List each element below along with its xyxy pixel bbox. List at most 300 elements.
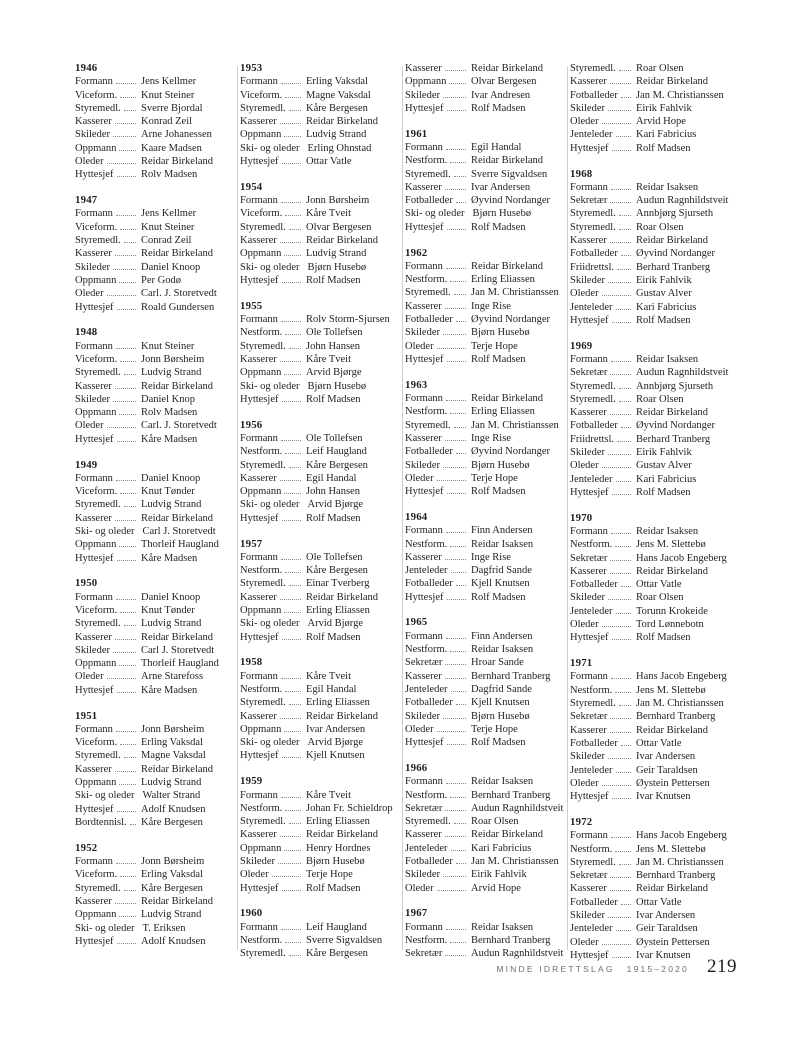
- role-label: Formann: [75, 76, 113, 88]
- official-entry-row: [240, 868, 398, 881]
- dotted-leader: [447, 109, 467, 111]
- role-cell: [570, 287, 636, 300]
- person-name: Roar Olsen: [636, 393, 684, 405]
- dotted-leader: [284, 849, 301, 851]
- role-label: Sekretær: [570, 195, 608, 207]
- dotted-leader: [284, 135, 301, 137]
- role-label: Kasserer: [405, 551, 442, 563]
- role-cell: [570, 380, 636, 393]
- official-entry-row: [240, 723, 398, 736]
- person-name: Erling Eliassen: [306, 816, 370, 828]
- role-cell: [75, 684, 141, 697]
- official-entry-row: [240, 577, 398, 590]
- dotted-leader: [284, 492, 301, 494]
- dotted-leader: [120, 875, 136, 877]
- role-cell: [405, 564, 471, 577]
- dotted-leader: [285, 333, 301, 335]
- person-name: Bjørn Husebø: [471, 710, 530, 722]
- official-entry-row: [75, 855, 233, 868]
- person-name: Terje Hope: [306, 869, 353, 881]
- role-label: Styremedl.: [240, 221, 286, 233]
- role-label: Kasserer: [75, 512, 112, 524]
- official-entry-row: [405, 353, 563, 366]
- year-heading: 1948: [75, 326, 98, 339]
- dotted-leader: [285, 96, 301, 98]
- person-name: Bjørn Husebø: [307, 261, 367, 273]
- person-name: Kåre Bergesen: [141, 882, 203, 894]
- role-label: Viceform.: [75, 486, 118, 498]
- official-entry-row: [240, 445, 398, 458]
- official-entry-row: [75, 155, 233, 168]
- dotted-leader: [115, 770, 136, 772]
- person-name: Annbjørg Sjurseth: [636, 380, 714, 392]
- official-entry-row: [405, 445, 563, 458]
- role-cell: [75, 366, 141, 379]
- person-name: Reidar Birkeland: [141, 512, 214, 524]
- official-entry-row: [405, 882, 563, 895]
- dotted-leader: [602, 294, 631, 296]
- role-cell: [240, 393, 306, 406]
- role-cell: [570, 181, 636, 194]
- dotted-leader: [612, 797, 632, 799]
- dotted-leader: [124, 889, 136, 891]
- dotted-leader: [456, 320, 466, 322]
- dotted-leader: [616, 771, 631, 773]
- dotted-leader: [608, 281, 631, 283]
- role-cell: [240, 710, 306, 723]
- person-name: Inge Rise: [471, 432, 511, 444]
- official-entry-row: [75, 142, 233, 155]
- role-label: Styremedl.: [75, 499, 121, 511]
- official-entry-row: [405, 102, 563, 115]
- dotted-leader: [450, 650, 466, 652]
- role-label: Nestform.: [405, 406, 448, 418]
- role-cell: [405, 353, 471, 366]
- year-block: [240, 419, 398, 525]
- person-name: Daniel Knoop: [141, 472, 201, 484]
- official-entry-row: [405, 405, 563, 418]
- official-entry-row: [570, 459, 728, 472]
- person-name: Tord Lønnebotn: [636, 619, 704, 631]
- role-label: Jenteleder: [570, 129, 613, 141]
- year-heading: 1952: [75, 841, 98, 854]
- year-block: [240, 907, 398, 960]
- person-name: Ivar Andersen: [636, 910, 696, 922]
- year-heading: 1970: [570, 511, 593, 524]
- dotted-leader: [284, 730, 301, 732]
- role-cell: [240, 498, 308, 511]
- dotted-leader: [115, 902, 136, 904]
- person-name: Kjell Knutsen: [471, 697, 530, 709]
- official-entry-row: [240, 207, 398, 220]
- role-label: Viceform.: [75, 221, 118, 233]
- role-label: Oleder: [240, 869, 269, 881]
- role-label: Formann: [405, 260, 443, 272]
- role-label: Formann: [75, 723, 113, 735]
- dotted-leader: [289, 954, 301, 956]
- role-cell: [240, 102, 306, 115]
- official-entry-row: [75, 221, 233, 234]
- person-name: Ottar Vatle: [636, 896, 682, 908]
- role-label: Styremedl.: [75, 882, 121, 894]
- dotted-leader: [611, 360, 631, 362]
- official-entry-row: [405, 842, 563, 855]
- role-cell: [405, 643, 471, 656]
- official-entry-row: [75, 512, 233, 525]
- dotted-leader: [117, 440, 137, 442]
- role-label: Styremedl.: [570, 380, 616, 392]
- role-cell: [405, 62, 471, 75]
- person-name: Jonn Børsheim: [141, 723, 205, 735]
- role-label: Bordtennisl.: [75, 816, 127, 828]
- role-label: Nestform.: [240, 446, 283, 458]
- dotted-leader: [116, 862, 136, 864]
- person-name: Knut Tønder: [141, 604, 195, 616]
- official-entry-row: [405, 630, 563, 643]
- year-heading: 1965: [405, 616, 428, 629]
- official-entry-row: [240, 934, 398, 947]
- role-label: Kasserer: [240, 116, 277, 128]
- role-label: Fotballeder: [570, 248, 618, 260]
- official-entry-row: [405, 828, 563, 841]
- official-entry-row: [240, 274, 398, 287]
- person-name: Reidar Birkeland: [141, 248, 214, 260]
- person-name: Rolf Madsen: [306, 274, 361, 286]
- dotted-leader: [449, 82, 466, 84]
- official-entry-row: [240, 591, 398, 604]
- role-cell: [75, 393, 141, 406]
- dotted-leader: [115, 122, 136, 124]
- role-cell: [75, 789, 143, 802]
- dotted-leader: [281, 82, 301, 84]
- dotted-leader: [447, 360, 467, 362]
- official-entry-row: [570, 142, 728, 155]
- role-cell: [405, 141, 471, 154]
- dotted-leader: [621, 426, 631, 428]
- official-entry-row: [240, 882, 398, 895]
- dotted-leader: [285, 214, 301, 216]
- official-entry-row: [240, 459, 398, 472]
- official-entry-row: [570, 314, 728, 327]
- official-entry-row: [75, 406, 233, 419]
- role-label: Nestform.: [240, 327, 283, 339]
- role-cell: [75, 736, 141, 749]
- year-block: [240, 62, 398, 168]
- dotted-leader: [610, 717, 631, 719]
- role-label: Formann: [570, 830, 608, 842]
- role-cell: [405, 775, 471, 788]
- year-heading: 1960: [240, 907, 263, 920]
- role-cell: [75, 803, 141, 816]
- role-cell: [240, 947, 306, 960]
- year-heading: 1959: [240, 775, 263, 788]
- dotted-leader: [454, 293, 466, 295]
- role-cell: [240, 868, 306, 881]
- role-label: Oleder: [405, 340, 434, 352]
- role-cell: [75, 472, 141, 485]
- role-label: Fotballeder: [570, 89, 618, 101]
- role-label: Friidrettsl.: [570, 433, 615, 445]
- year-heading: 1947: [75, 194, 98, 207]
- role-label: Skileder: [75, 393, 110, 405]
- person-name: Rolf Madsen: [636, 632, 691, 644]
- role-cell: [240, 631, 306, 644]
- official-entry-row: [75, 723, 233, 736]
- dotted-leader: [116, 82, 136, 84]
- person-name: Jens M. Slettebø: [636, 843, 706, 855]
- role-cell: [570, 750, 636, 763]
- role-cell: [240, 802, 306, 815]
- person-name: Kåre Bergesen: [306, 102, 368, 114]
- role-label: Hyttesjef: [570, 314, 609, 326]
- dotted-leader: [610, 889, 631, 891]
- role-cell: [75, 498, 141, 511]
- person-name: Daniel Knop: [141, 393, 195, 405]
- person-name: Jonn Børsheim: [306, 195, 370, 207]
- role-label: Kasserer: [240, 235, 277, 247]
- role-cell: [405, 551, 471, 564]
- role-label: Skileder: [570, 274, 605, 286]
- role-cell: [405, 326, 471, 339]
- official-entry-row: [405, 683, 563, 696]
- dotted-leader: [610, 373, 631, 375]
- official-entry-row: [75, 749, 233, 762]
- person-name: Inge Rise: [471, 551, 511, 563]
- official-entry-row: [570, 393, 728, 406]
- official-entry-row: [75, 287, 233, 300]
- official-entry-row: [405, 313, 563, 326]
- role-label: Nestform.: [405, 789, 448, 801]
- role-label: Viceform.: [240, 208, 283, 220]
- role-label: Kasserer: [570, 883, 607, 895]
- official-entry-row: [570, 777, 728, 790]
- official-entry-row: [75, 789, 233, 802]
- year-block: [405, 616, 563, 749]
- role-label: Oleder: [75, 420, 104, 432]
- role-label: Formann: [405, 141, 443, 153]
- role-label: Hyttesjef: [240, 512, 279, 524]
- dotted-leader: [285, 809, 301, 811]
- dotted-leader: [608, 109, 631, 111]
- role-cell: [570, 486, 636, 499]
- role-cell: [240, 512, 306, 525]
- role-cell: [405, 432, 471, 445]
- role-label: Formann: [240, 921, 278, 933]
- role-label: Oleder: [75, 671, 104, 683]
- person-name: Reidar Birkeland: [141, 763, 214, 775]
- dotted-leader: [280, 835, 301, 837]
- dotted-leader: [610, 559, 631, 561]
- role-label: Sekretær: [405, 657, 443, 669]
- year-heading: 1963: [405, 378, 428, 391]
- role-label: Formann: [240, 76, 278, 88]
- role-cell: [75, 935, 141, 948]
- person-name: Eirik Fahlvik: [471, 869, 527, 881]
- role-label: Styremedl.: [570, 393, 616, 405]
- person-name: Erling Vaksdal: [141, 869, 203, 881]
- dotted-leader: [612, 149, 632, 151]
- person-name: Olvar Bergesen: [471, 76, 537, 88]
- person-name: Egil Handal: [471, 141, 522, 153]
- dotted-leader: [281, 928, 301, 930]
- dotted-leader: [285, 690, 301, 692]
- dotted-leader: [610, 82, 631, 84]
- role-cell: [405, 181, 471, 194]
- role-cell: [75, 816, 141, 829]
- role-cell: [240, 617, 308, 630]
- official-entry-row: [570, 591, 728, 604]
- person-name: Rolf Madsen: [306, 393, 361, 405]
- official-entry-row: [570, 737, 728, 750]
- role-cell: [240, 723, 306, 736]
- official-entry-row: [405, 802, 563, 815]
- person-name: Kaare Madsen: [141, 142, 202, 154]
- role-label: Styremedl.: [75, 618, 121, 630]
- official-entry-row: [405, 260, 563, 273]
- dotted-leader: [117, 175, 137, 177]
- official-entry-row: [240, 194, 398, 207]
- dotted-leader: [282, 162, 302, 164]
- role-label: Kasserer: [240, 710, 277, 722]
- role-cell: [240, 194, 306, 207]
- official-entry-row: [240, 512, 398, 525]
- official-entry-row: [75, 115, 233, 128]
- year-heading: 1966: [405, 761, 428, 774]
- official-entry-row: [75, 433, 233, 446]
- role-cell: [405, 459, 471, 472]
- role-cell: [240, 551, 306, 564]
- official-entry-row: [570, 843, 728, 856]
- role-cell: [240, 591, 306, 604]
- official-entry-row: [75, 301, 233, 314]
- dotted-leader: [443, 875, 466, 877]
- person-name: Berhard Tranberg: [636, 433, 711, 445]
- person-name: Reidar Birkeland: [141, 631, 214, 643]
- role-label: Formann: [75, 472, 113, 484]
- role-label: Styremedl.: [240, 340, 286, 352]
- role-cell: [570, 62, 636, 75]
- role-cell: [570, 869, 636, 882]
- official-entry-row: [75, 380, 233, 393]
- role-label: Skileder: [75, 644, 110, 656]
- role-cell: [570, 393, 636, 406]
- official-entry-row: [570, 538, 728, 551]
- role-label: Kasserer: [240, 353, 277, 365]
- role-cell: [405, 207, 473, 220]
- dotted-leader: [446, 531, 466, 533]
- dotted-leader: [610, 241, 631, 243]
- official-entry-row: [75, 922, 233, 935]
- person-name: Knut Steiner: [141, 89, 195, 101]
- year-heading: 1949: [75, 458, 98, 471]
- dotted-leader: [280, 479, 301, 481]
- column-divider: [402, 66, 403, 950]
- role-cell: [570, 922, 636, 935]
- official-entry-row: [570, 486, 728, 499]
- official-entry-row: [570, 433, 728, 446]
- page-footer: [496, 956, 737, 978]
- official-entry-row: [405, 789, 563, 802]
- official-entry-row: [240, 247, 398, 260]
- dotted-leader: [443, 466, 466, 468]
- role-cell: [240, 577, 306, 590]
- role-cell: [75, 168, 141, 181]
- role-label: Oleder: [570, 288, 599, 300]
- role-cell: [570, 856, 636, 869]
- dotted-leader: [617, 268, 631, 270]
- person-name: Reidar Birkeland: [636, 883, 709, 895]
- official-entry-row: [405, 643, 563, 656]
- person-name: Konrad Zeil: [141, 116, 193, 128]
- role-cell: [240, 326, 306, 339]
- dotted-leader: [445, 677, 466, 679]
- role-label: Styremedl.: [240, 578, 286, 590]
- official-entry-row: [240, 472, 398, 485]
- official-entry-row: [240, 564, 398, 577]
- person-name: Audun Ragnhildstveit: [636, 367, 729, 379]
- role-label: Fotballeder: [405, 856, 453, 868]
- official-entry-row: [570, 565, 728, 578]
- person-name: Magne Vaksdal: [141, 750, 206, 762]
- dotted-leader: [280, 717, 301, 719]
- person-name: Jens M. Slettebø: [636, 684, 706, 696]
- official-entry-row: [405, 934, 563, 947]
- role-label: Oppmann: [75, 658, 117, 670]
- dotted-leader: [281, 796, 301, 798]
- role-label: Nestform.: [240, 802, 283, 814]
- role-cell: [240, 380, 308, 393]
- dotted-leader: [610, 201, 631, 203]
- person-name: Terje Hope: [471, 723, 518, 735]
- official-entry-row: [240, 947, 398, 960]
- person-name: John Hansen: [306, 486, 360, 498]
- person-name: Roar Olsen: [636, 592, 684, 604]
- dotted-leader: [445, 439, 466, 441]
- role-label: Jenteleder: [570, 923, 613, 935]
- dotted-leader: [113, 400, 136, 402]
- year-block: [570, 168, 728, 328]
- role-label: Hyttesjef: [240, 750, 279, 762]
- role-cell: [75, 340, 141, 353]
- role-label: Hyttesjef: [405, 353, 444, 365]
- person-name: Gustav Alver: [636, 288, 692, 300]
- official-entry-row: [240, 498, 398, 511]
- role-cell: [405, 789, 471, 802]
- dotted-leader: [289, 822, 301, 824]
- person-name: Rolf Madsen: [306, 882, 361, 894]
- official-entry-row: [240, 221, 398, 234]
- role-label: Kasserer: [570, 407, 607, 419]
- role-label: Ski- og oleder: [240, 499, 300, 511]
- role-cell: [570, 433, 636, 446]
- official-entry-row: [75, 882, 233, 895]
- year-heading: 1958: [240, 656, 263, 669]
- dotted-leader: [450, 941, 466, 943]
- dotted-leader: [289, 347, 301, 349]
- role-cell: [75, 353, 141, 366]
- dotted-leader: [619, 704, 631, 706]
- person-name: Kari Fabricius: [636, 129, 697, 141]
- official-entry-row: [405, 485, 563, 498]
- dotted-leader: [285, 941, 301, 943]
- person-name: Kjell Knutsen: [471, 578, 530, 590]
- column-divider: [237, 66, 238, 950]
- official-entry-row: [240, 340, 398, 353]
- official-entry-row: [405, 141, 563, 154]
- role-label: Styremedl.: [405, 419, 451, 431]
- role-label: Oleder: [570, 777, 599, 789]
- role-cell: [240, 142, 308, 155]
